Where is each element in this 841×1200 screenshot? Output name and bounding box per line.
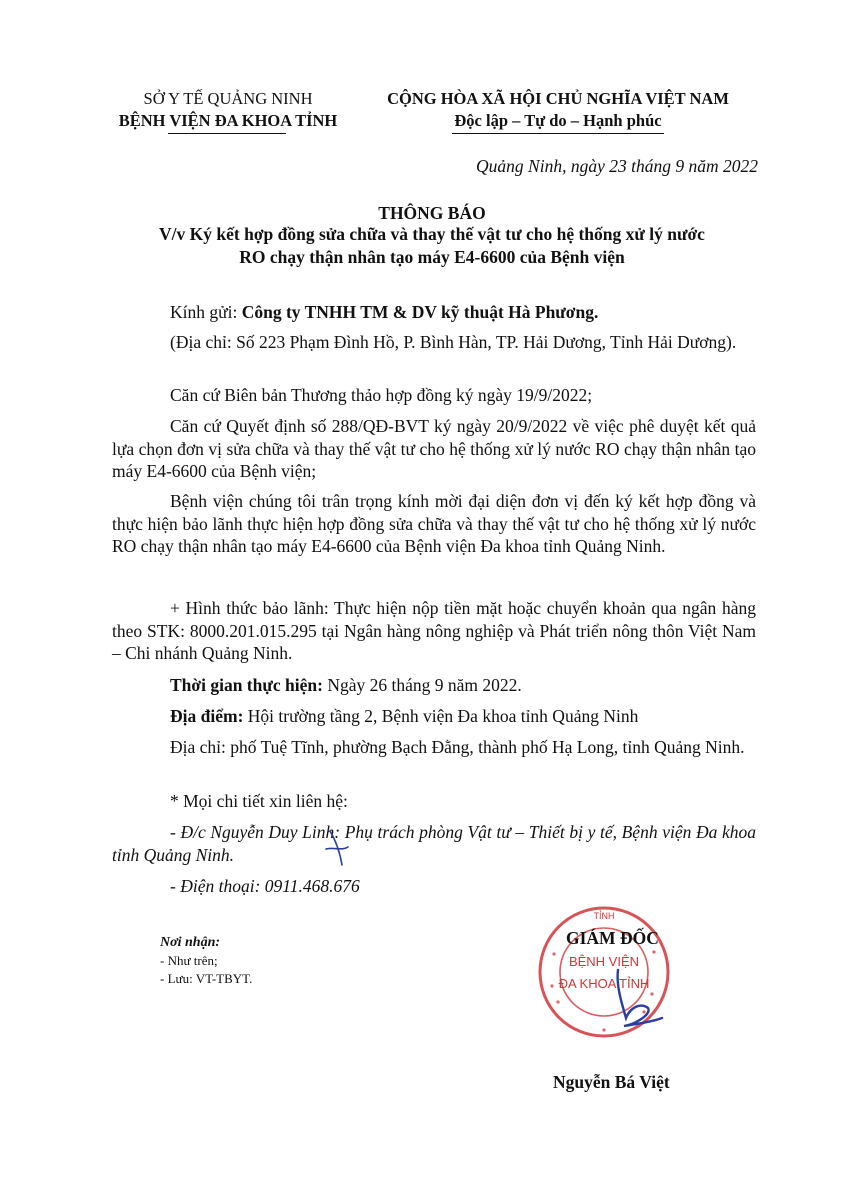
time-line [112, 674, 756, 697]
org-department: SỞ Y TẾ QUẢNG NINH [143, 89, 313, 108]
guarantee-paragraph: + Hình thức bảo lãnh: Thực hiện nộp tiền mặt hoặc chuyển khoản qua ngân hàng theo STK: 8000.201.015.295 tại Ngân hàng nông nghiệp và Phát triển nông thôn Việt Nam – Chi nhánh Quảng Ninh. [112, 598, 756, 663]
signer-name: Nguyễn Bá Việt [553, 1072, 670, 1092]
recipient-label: Kính gửi: [170, 302, 242, 322]
initial-scribble [300, 825, 380, 885]
subject-line-2: RO chạy thận nhân tạo máy E4-6600 của Bệnh viện [239, 247, 625, 267]
recipient-line [170, 301, 760, 324]
recipient-item: - Lưu: VT-TBYT. [160, 971, 253, 986]
basis-decision: Căn cứ Quyết định số 288/QĐ-BVT ký ngày 20/9/2022 về việc phê duyệt kết quả lựa chọn đơn vị sửa chữa và thay thế vật tư cho hệ thống xử lý nước RO chạy thận nhân tạo máy E4-6600 của Bệnh viện; [112, 416, 756, 481]
document-subject [112, 223, 752, 269]
contact-intro: * Mọi chi tiết xin liên hệ: [170, 791, 348, 811]
director-signature [596, 960, 676, 1040]
time-value: Ngày 26 tháng 9 năm 2022. [327, 675, 522, 695]
signer-position: GIÁM ĐỐC [566, 928, 659, 948]
contact-person: - Đ/c Nguyễn Duy Linh: Phụ trách phòng Vật tư – Thiết bị y tế, Bệnh viện Đa khoa tỉnh Quảng Ninh. [112, 822, 756, 865]
recipients-block [160, 934, 252, 988]
contact-phone: - Điện thoại: 0911.468.676 [170, 876, 360, 896]
document-title: THÔNG BÁO [378, 203, 486, 223]
issuing-organization [112, 88, 344, 132]
place-label: Địa điểm: [170, 706, 248, 726]
seal-line-1: BỆNH VIỆN [568, 954, 640, 969]
org-hospital: BỆNH VIỆN ĐA KHOA TỈNH [118, 111, 338, 130]
place-address: Địa chỉ: phố Tuệ Tĩnh, phường Bạch Đằng, thành phố Hạ Long, tỉnh Quảng Ninh. [170, 737, 745, 757]
basis-negotiation: Căn cứ Biên bản Thương thảo hợp đồng ký ngày 19/9/2022; [170, 385, 593, 405]
recipients-heading: Nơi nhận: [160, 935, 221, 950]
initial-mark [300, 825, 380, 885]
date-line: Quảng Ninh, ngày 23 tháng 9 năm 2022 [476, 156, 758, 176]
org-underline [168, 133, 286, 134]
invitation-paragraph: Bệnh viện chúng tôi trân trọng kính mời đại diện đơn vị đến ký kết hợp đồng và thực hiện bảo lãnh thực hiện hợp đồng sửa chữa và thay thế vật tư cho hệ thống xử lý nước RO chạy thận nhân tạo máy E4-6600 của Bệnh viện Đa khoa tỉnh Quảng Ninh. [112, 491, 756, 556]
place-value: Hội trường tầng 2, Bệnh viện Đa khoa tỉnh Quảng Ninh [247, 706, 639, 726]
nation-motto: Độc lập – Tự do – Hạnh phúc [454, 111, 662, 130]
place-line [112, 705, 756, 728]
time-label: Thời gian thực hiện: [170, 675, 328, 695]
signature-scribble [596, 960, 676, 1040]
nation-name: CỘNG HÒA XÃ HỘI CHỦ NGHĨA VIỆT NAM [387, 89, 729, 108]
seal-line-2: ĐA KHOA TỈNH [558, 976, 650, 991]
subject-line-1: V/v Ký kết hợp đồng sửa chữa và thay thế vật tư cho hệ thống xử lý nước [159, 224, 705, 244]
national-header [358, 88, 758, 132]
recipient-item: - Như trên; [160, 953, 218, 968]
seal-arc-text: TỈNH [593, 911, 615, 921]
motto-underline [452, 133, 664, 134]
recipient-name: Công ty TNHH TM & DV kỹ thuật Hà Phương. [241, 302, 599, 322]
recipient-address: (Địa chỉ: Số 223 Phạm Đình Hồ, P. Bình Hàn, TP. Hải Dương, Tỉnh Hải Dương). [170, 332, 737, 352]
